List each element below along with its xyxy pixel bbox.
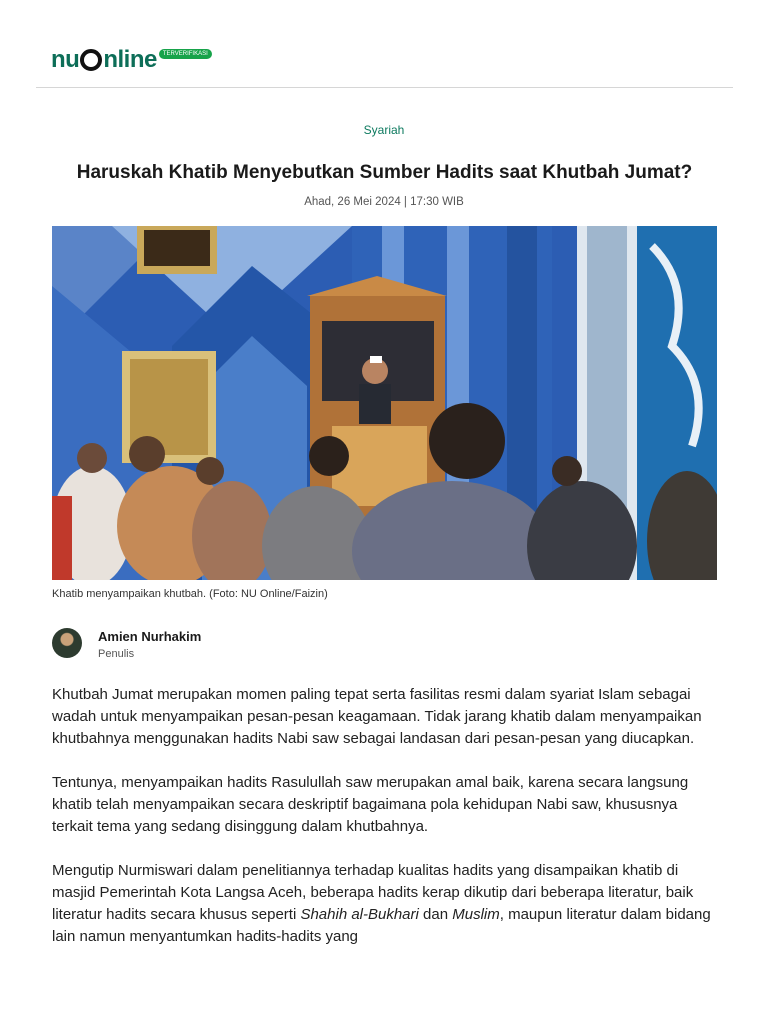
- photo-caption: Khatib menyampaikan khutbah. (Foto: NU Online/Faizin): [52, 588, 328, 600]
- logo-wordmark: nu nline: [51, 46, 157, 73]
- paragraph: Mengutip Nurmiswari dalam penelitiannya terhadap kualitas hadits yang disampaikan khatib di masjid Pemerintah Kota Langsa Aceh, beberapa hadits kerap dikutip dari beberapa literatur, baik literatur hadits secara khusus seperti Shahih al-Bukhari dan Muslim, maupun literatur dalam bidang lain namun menyantumkan hadits-hadits yang: [52, 862, 711, 945]
- site-header: [36, 0, 733, 88]
- article-category[interactable]: Syariah: [363, 123, 405, 137]
- paragraph: Tentunya, menyampaikan hadits Rasulullah saw merupakan amal baik, karena secara langsung khatib telah menyampaikan secara deskriptif bagaimana pola kehidupan Nabi saw, khususnya terkait tema yang sedang disinggung dalam khutbahnya.: [52, 774, 689, 835]
- article-title: Haruskah Khatib Menyebutkan Sumber Hadits saat Khutbah Jumat?: [76, 162, 693, 183]
- nu-online-logo[interactable]: [51, 44, 212, 76]
- article-body: [52, 684, 722, 970]
- book-title-muslim: Muslim: [452, 906, 500, 923]
- book-title-shahih-bukhari: Shahih al-Bukhari: [300, 906, 419, 923]
- author-avatar[interactable]: [52, 628, 82, 658]
- article-date: Ahad, 26 Mei 2024 | 17:30 WIB: [304, 196, 464, 208]
- author-block[interactable]: [52, 628, 452, 660]
- author-name[interactable]: Amien Nurhakim: [98, 629, 202, 644]
- verified-badge: TERVERIFIKASI: [159, 49, 212, 59]
- logo-o-ring: [80, 49, 102, 71]
- paragraph: Khutbah Jumat merupakan momen paling tepat serta fasilitas resmi dalam syariat Islam sebagai wadah untuk menyampaikan pesan-pesan keagamaan. Tidak jarang khatib dalam menyampaikan khutbahnya menggunakan hadits Nabi saw sebagai landasan dari pesan-pesan yang diucapkan.: [52, 686, 702, 747]
- author-role: Penulis: [98, 648, 135, 660]
- article-photo: [52, 226, 717, 580]
